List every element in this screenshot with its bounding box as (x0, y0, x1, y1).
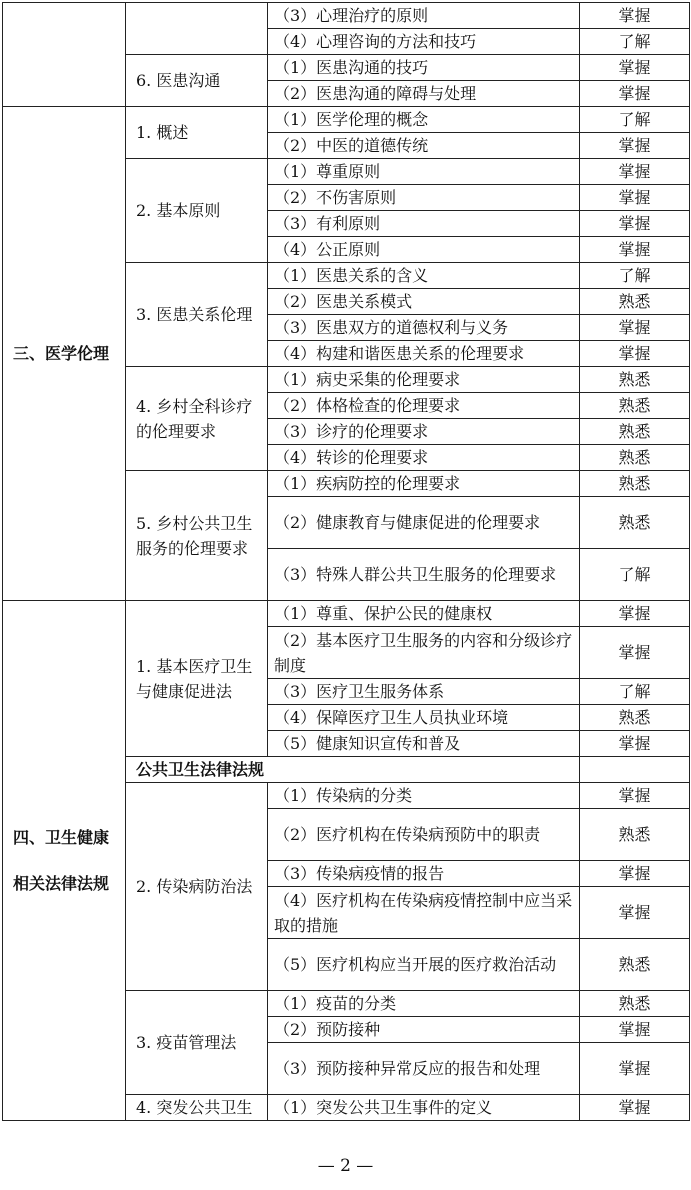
topic-cell: （4）转诊的伦理要求 (268, 445, 580, 471)
level-cell: 熟悉 (580, 419, 690, 445)
unit-cell: 2. 基本原则 (126, 159, 268, 263)
topic-cell: （4）保障医疗卫生人员执业环境 (268, 705, 580, 731)
level-cell: 熟悉 (580, 497, 690, 549)
level-cell: 掌握 (580, 341, 690, 367)
level-cell: 掌握 (580, 1043, 690, 1095)
level-cell: 了解 (580, 29, 690, 55)
level-cell: 熟悉 (580, 289, 690, 315)
level-cell: 掌握 (580, 783, 690, 809)
level-cell: 掌握 (580, 3, 690, 29)
level-cell: 熟悉 (580, 991, 690, 1017)
level-cell: 了解 (580, 679, 690, 705)
topic-cell: （4）构建和谐医患关系的伦理要求 (268, 341, 580, 367)
topic-cell: （2）基本医疗卫生服务的内容和分级诊疗制度 (268, 627, 580, 679)
unit-cell: 3. 疫苗管理法 (126, 991, 268, 1095)
level-cell: 掌握 (580, 627, 690, 679)
level-cell: 掌握 (580, 1017, 690, 1043)
level-cell: 熟悉 (580, 367, 690, 393)
level-cell: 掌握 (580, 159, 690, 185)
topic-cell: （2）预防接种 (268, 1017, 580, 1043)
section-cell: 三、医学伦理 (3, 107, 126, 601)
level-cell: 掌握 (580, 237, 690, 263)
topic-cell: （2）医患沟通的障碍与处理 (268, 81, 580, 107)
topic-cell: （2）健康教育与健康促进的伦理要求 (268, 497, 580, 549)
topic-cell: （3）传染病疫情的报告 (268, 861, 580, 887)
level-cell: 熟悉 (580, 705, 690, 731)
topic-cell: （2）体格检查的伦理要求 (268, 393, 580, 419)
level-cell: 熟悉 (580, 939, 690, 991)
level-cell: 掌握 (580, 315, 690, 341)
unit-cell: 4. 乡村全科诊疗的伦理要求 (126, 367, 268, 471)
level-cell: 熟悉 (580, 471, 690, 497)
unit-cell: 2. 传染病防治法 (126, 783, 268, 991)
topic-cell: （3）预防接种异常反应的报告和处理 (268, 1043, 580, 1095)
topic-cell: （3）有利原则 (268, 211, 580, 237)
topic-cell: （1）传染病的分类 (268, 783, 580, 809)
topic-cell: （3）医疗卫生服务体系 (268, 679, 580, 705)
page-number: — 2 — (317, 1156, 374, 1176)
topic-cell: （5）医疗机构应当开展的医疗救治活动 (268, 939, 580, 991)
unit-cell: 6. 医患沟通 (126, 55, 268, 107)
level-cell: 掌握 (580, 211, 690, 237)
topic-cell: （1）医学伦理的概念 (268, 107, 580, 133)
topic-cell: （3）特殊人群公共卫生服务的伦理要求 (268, 549, 580, 601)
topic-cell: （1）疾病防控的伦理要求 (268, 471, 580, 497)
topic-cell: （3）诊疗的伦理要求 (268, 419, 580, 445)
topic-cell: （3）医患双方的道德权利与义务 (268, 315, 580, 341)
topic-cell: （1）医患关系的含义 (268, 263, 580, 289)
topic-cell: （1）突发公共卫生事件的定义 (268, 1095, 580, 1121)
level-cell: 掌握 (580, 601, 690, 627)
level-cell: 了解 (580, 107, 690, 133)
section-cell (3, 601, 126, 1121)
topic-cell: （2）医疗机构在传染病预防中的职责 (268, 809, 580, 861)
level-cell: 掌握 (580, 731, 690, 757)
section-title-line: 四、卫生健康 (13, 827, 110, 847)
topic-cell: （5）健康知识宣传和普及 (268, 731, 580, 757)
level-cell: 了解 (580, 263, 690, 289)
topic-cell: （2）中医的道德传统 (268, 133, 580, 159)
level-cell: 熟悉 (580, 445, 690, 471)
level-cell: 掌握 (580, 1095, 690, 1121)
topic-cell: （4）心理咨询的方法和技巧 (268, 29, 580, 55)
level-cell: 熟悉 (580, 809, 690, 861)
unit-cell: 3. 医患关系伦理 (126, 263, 268, 367)
table-row (3, 3, 690, 29)
table-row (3, 107, 690, 133)
unit-cell: 4. 突发公共卫生 (126, 1095, 268, 1121)
table-row (3, 601, 690, 627)
level-cell: 掌握 (580, 861, 690, 887)
topic-cell: （1）尊重原则 (268, 159, 580, 185)
level-cell: 掌握 (580, 185, 690, 211)
unit-cell: 1. 基本医疗卫生与健康促进法 (126, 601, 268, 757)
level-cell: 熟悉 (580, 393, 690, 419)
level-cell: 掌握 (580, 133, 690, 159)
topic-cell: （1）疫苗的分类 (268, 991, 580, 1017)
topic-cell: （1）尊重、保护公民的健康权 (268, 601, 580, 627)
blank-cell (580, 757, 690, 783)
level-cell: 了解 (580, 549, 690, 601)
topic-cell: （2）医患关系模式 (268, 289, 580, 315)
topic-cell: （1）医患沟通的技巧 (268, 55, 580, 81)
topic-cell: （1）病史采集的伦理要求 (268, 367, 580, 393)
unit-cell: 1. 概述 (126, 107, 268, 159)
level-cell: 掌握 (580, 887, 690, 939)
section-cell-empty (3, 3, 126, 107)
topic-cell: （4）医疗机构在传染病疫情控制中应当采取的措施 (268, 887, 580, 939)
level-cell: 掌握 (580, 81, 690, 107)
subheading-cell: 公共卫生法律法规 (126, 757, 580, 783)
topic-cell: （2）不伤害原则 (268, 185, 580, 211)
unit-cell: 5. 乡村公共卫生服务的伦理要求 (126, 471, 268, 601)
syllabus-table (2, 2, 690, 1121)
unit-cell-empty (126, 3, 268, 55)
topic-cell: （3）心理治疗的原则 (268, 3, 580, 29)
topic-cell: （4）公正原则 (268, 237, 580, 263)
section-title-line: 相关法律法规 (13, 873, 110, 893)
level-cell: 掌握 (580, 55, 690, 81)
